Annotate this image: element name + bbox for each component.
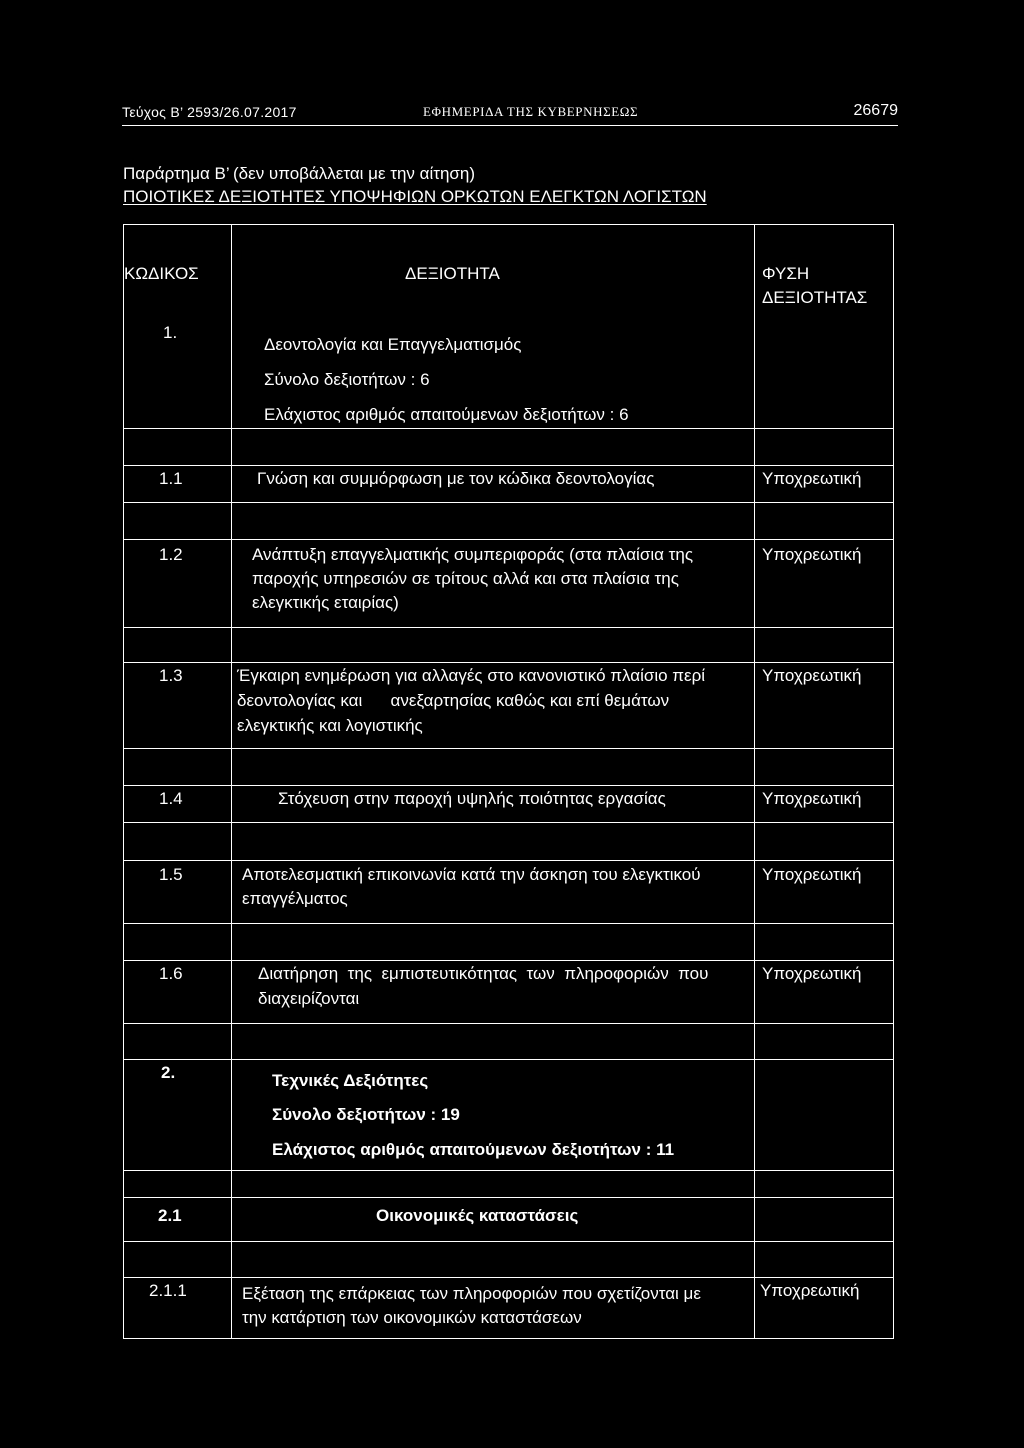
row-code: 1.6 <box>159 964 183 983</box>
subsection-title: Οικονομικές καταστάσεις <box>376 1206 579 1225</box>
page-number: 26679 <box>853 102 898 119</box>
row-skill-line: Έγκαιρη ενημέρωση για αλλαγές στο κανονιστικό πλαίσιο περί <box>237 666 706 685</box>
row-divider <box>123 748 894 749</box>
row-divider <box>123 428 894 429</box>
annex-title: ΠΟΙΟΤΙΚΕΣ ΔΕΞΙΟΤΗΤΕΣ ΥΠΟΨΗΦΙΩΝ ΟΡΚΩΤΩΝ ΕΛΕΓΚΤΩΝ ΛΟΓΙΣΤΩΝ <box>123 187 707 206</box>
row-skill-line: Ανάπτυξη επαγγελματικής συμπεριφοράς (στα πλαίσια της <box>252 545 694 564</box>
row-divider <box>123 539 894 540</box>
row-divider <box>123 785 894 786</box>
row-skill-line: δεοντολογίας και ανεξαρτησίας καθώς και επί θεμάτων <box>237 691 670 710</box>
header-divider <box>122 125 898 126</box>
annex-note: (δεν υποβάλλεται με την αίτηση) <box>233 164 476 183</box>
row-divider <box>123 1023 894 1024</box>
row-skill-line: επαγγέλματος <box>242 889 348 908</box>
row-divider <box>123 1197 894 1198</box>
row-skill-line: ελεγκτικής εταιρίας) <box>252 593 399 612</box>
section-title: Δεοντολογία και Επαγγελματισμός <box>264 335 522 354</box>
row-nature: Υποχρεωτική <box>762 469 862 488</box>
row-code: 1.3 <box>159 666 183 685</box>
subsection-code: 2.1 <box>158 1206 182 1225</box>
row-nature: Υποχρεωτική <box>762 964 862 983</box>
section-code: 1. <box>163 323 178 342</box>
row-skill-line: Εξέταση της επάρκειας των πληροφοριών που σχετίζονται με <box>242 1284 701 1303</box>
section-total: Σύνολο δεξιοτήτων : 19 <box>272 1105 460 1124</box>
column-header-nature-line1: ΦΥΣΗ <box>762 264 810 283</box>
row-nature: Υποχρεωτική <box>760 1281 860 1300</box>
row-divider <box>123 822 894 823</box>
row-code: 1.2 <box>159 545 183 564</box>
row-nature: Υποχρεωτική <box>762 789 862 808</box>
row-divider <box>123 627 894 628</box>
row-skill-line: διαχειρίζονται <box>258 989 360 1008</box>
row-skill-line: ελεγκτικής και λογιστικής <box>237 716 423 735</box>
row-nature: Υποχρεωτική <box>762 545 862 564</box>
row-code: 1.1 <box>159 469 183 488</box>
row-divider <box>123 960 894 961</box>
column-header-code: ΚΩΔΙΚΟΣ <box>124 264 199 283</box>
section-title: Τεχνικές Δεξιότητες <box>272 1071 429 1090</box>
column-header-nature-line2: ΔΕΞΙΟΤΗΤΑΣ <box>762 288 868 307</box>
row-divider <box>123 465 894 466</box>
annex-label: Παράρτημα Β’ <box>123 164 230 183</box>
row-divider <box>123 1277 894 1278</box>
row-skill-line: Στόχευση στην παροχή υψηλής ποιότητας εργασίας <box>278 789 666 808</box>
row-skill-line: Διατήρηση της εμπιστευτικότητας των πληροφοριών που <box>258 964 709 983</box>
column-header-skill: ΔΕΞΙΟΤΗΤΑ <box>405 264 500 283</box>
row-skill-line: την κατάρτιση των οικονομικών καταστάσεων <box>242 1308 582 1327</box>
row-divider <box>123 923 894 924</box>
row-divider <box>123 1059 894 1060</box>
section-total: Σύνολο δεξιοτήτων : 6 <box>264 370 430 389</box>
row-code: 2.1.1 <box>149 1281 187 1300</box>
section-minimum: Ελάχιστος αριθμός απαιτούμενων δεξιοτήτων : 11 <box>272 1140 675 1159</box>
row-divider <box>123 1241 894 1242</box>
row-divider <box>123 860 894 861</box>
row-skill-line: παροχής υπηρεσιών σε τρίτους αλλά και στα πλαίσια της <box>252 569 679 588</box>
section-code: 2. <box>161 1063 176 1082</box>
gazette-title: ΕΦΗΜΕΡΙΔΑ ΤΗΣ ΚΥΒΕΡΝΗΣΕΩΣ <box>423 104 639 119</box>
row-code: 1.5 <box>159 865 183 884</box>
row-divider <box>123 662 894 663</box>
row-skill-line: Αποτελεσματική επικοινωνία κατά την άσκηση του ελεγκτικού <box>242 865 701 884</box>
row-code: 1.4 <box>159 789 183 808</box>
row-nature: Υποχρεωτική <box>762 865 862 884</box>
row-divider <box>123 502 894 503</box>
row-skill-line: Γνώση και συμμόρφωση με τον κώδικα δεοντολογίας <box>257 469 655 488</box>
row-divider <box>123 1170 894 1171</box>
issue-reference: Τεύχος Β’ 2593/26.07.2017 <box>122 104 297 120</box>
section-minimum: Ελάχιστος αριθμός απαιτούμενων δεξιοτήτων : 6 <box>264 405 629 424</box>
row-nature: Υποχρεωτική <box>762 666 862 685</box>
table-border-top <box>123 224 894 225</box>
table-border-bottom <box>123 1338 894 1339</box>
